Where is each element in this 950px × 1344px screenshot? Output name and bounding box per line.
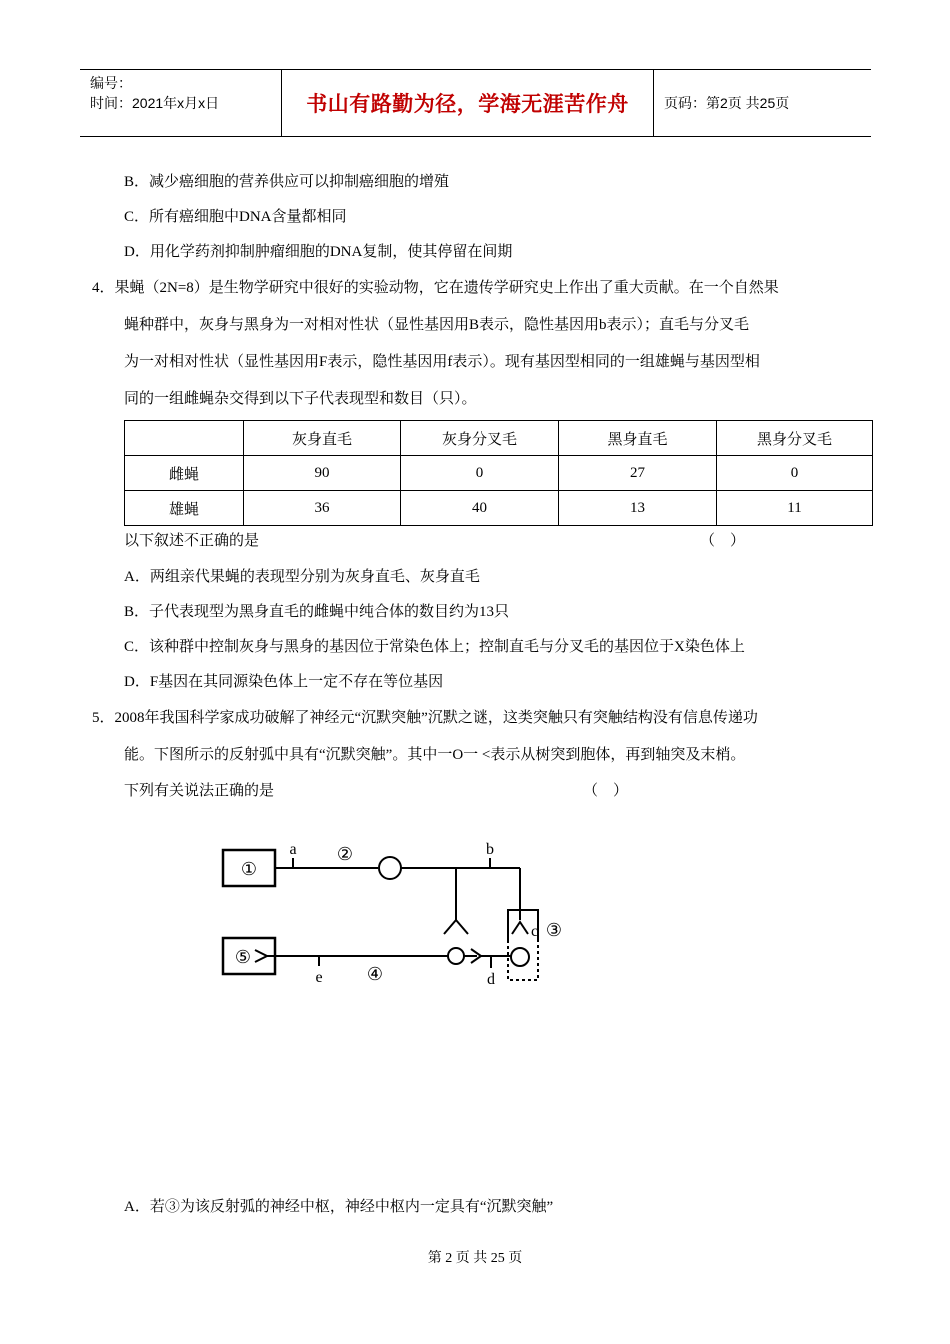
header-page-info: 页码：第2页 共25页 [664, 95, 790, 111]
q5-line-1: 5．2008年我国科学家成功破解了神经元“沉默突触”沉默之谜，这类突触只有突触结构没有信息传递功 [92, 710, 758, 726]
q4-line-2: 蝇种群中，灰身与黑身为一对相对性状（显性基因用B表示，隐性基因用b表示）；直毛与分叉毛 [124, 317, 750, 333]
q4-answer-paren: （ ） [700, 533, 746, 549]
q5-line-3: 下列有关说法正确的是 [124, 783, 275, 799]
label-e: e [315, 969, 323, 986]
dendrite-fork-c [512, 922, 528, 934]
header-number: 编号： [90, 75, 132, 91]
table-cell: 0 [401, 456, 559, 491]
table-cell: 36 [244, 491, 401, 526]
label-2: ② [336, 844, 354, 864]
table-row [125, 491, 873, 526]
q4-offspring-table [124, 420, 873, 526]
q4-option-d: D．F基因在其同源染色体上一定不存在等位基因 [124, 674, 444, 690]
header-time: 时间：2021年x月x日 [90, 95, 220, 111]
q4-stem: 以下叙述不正确的是 [124, 533, 260, 549]
page-footer: 第 2 页 共 25 页 [427, 1251, 523, 1266]
q5-line-2: 能。下图所示的反射弧中具有“沉默突触”。其中一O一 <表示从树突到胞体，再到轴突及末梢。 [124, 747, 746, 763]
header-meta [80, 70, 282, 136]
q4-option-a: A．两组亲代果蝇的表现型分别为灰身直毛、灰身直毛 [124, 569, 480, 585]
table-header-cell: 黑身分叉毛 [717, 421, 873, 456]
table-header-cell: 灰身分叉毛 [401, 421, 559, 456]
page-header [80, 69, 871, 137]
label-5: ⑤ [234, 947, 252, 967]
label-a: a [289, 841, 297, 858]
table-header-cell [125, 421, 244, 456]
table-header-cell: 灰身直毛 [244, 421, 401, 456]
table-cell: 11 [717, 491, 873, 526]
q4-line-3: 为一对相对性状（显性基因用F表示，隐性基因用f表示）。现有基因型相同的一组雄蝇与基因型相 [124, 354, 760, 370]
cell-body-inter [448, 948, 464, 964]
table-cell: 13 [559, 491, 717, 526]
label-c: c [531, 923, 539, 940]
q3-option-b: B．减少癌细胞的营养供应可以抑制癌细胞的增殖 [124, 174, 450, 190]
effector-terminal [255, 950, 267, 962]
label-4: ④ [366, 964, 384, 984]
table-cell: 90 [244, 456, 401, 491]
label-b: b [486, 841, 494, 858]
cell-body-center [511, 948, 529, 966]
q4-option-b: B．子代表现型为黑身直毛的雌蝇中纯合体的数目约为13只 [124, 604, 510, 620]
q4-line-4: 同的一组雌蝇杂交得到以下子代表现型和数目（只）。 [124, 391, 477, 407]
q5-answer-paren: （ ） [583, 783, 629, 799]
table-header-row [125, 421, 873, 456]
table-cell: 0 [717, 456, 873, 491]
table-header-cell: 黑身直毛 [559, 421, 717, 456]
cell-body-top [379, 857, 401, 879]
q5-option-a: A．若③为该反射弧的神经中枢，神经中枢内一定具有“沉默突触” [124, 1199, 554, 1215]
q3-option-c: C．所有癌细胞中DNA含量都相同 [124, 209, 347, 225]
table-cell: 27 [559, 456, 717, 491]
label-3: ③ [545, 920, 563, 940]
reflex-arc-diagram [215, 832, 575, 992]
q4-option-c: C．该种群中控制灰身与黑身的基因位于常染色体上；控制直毛与分叉毛的基因位于X染色体上 [124, 639, 745, 655]
table-cell: 40 [401, 491, 559, 526]
q4-line-1: 4．果蝇（2N=8）是生物学研究中很好的实验动物，它在遗传学研究史上作出了重大贡献。在一个自然果 [92, 280, 779, 296]
q3-option-d: D．用化学药剂抑制肿瘤细胞的DNA复制，使其停留在间期 [124, 244, 513, 260]
table-row [125, 456, 873, 491]
label-d: d [487, 971, 495, 988]
table-cell: 雄蝇 [125, 491, 244, 526]
table-cell: 雌蝇 [125, 456, 244, 491]
label-1: ① [240, 859, 258, 879]
dendrite-fork-left [444, 920, 468, 934]
header-motto: 书山有路勤为径，学海无涯苦作舟 [282, 70, 654, 136]
